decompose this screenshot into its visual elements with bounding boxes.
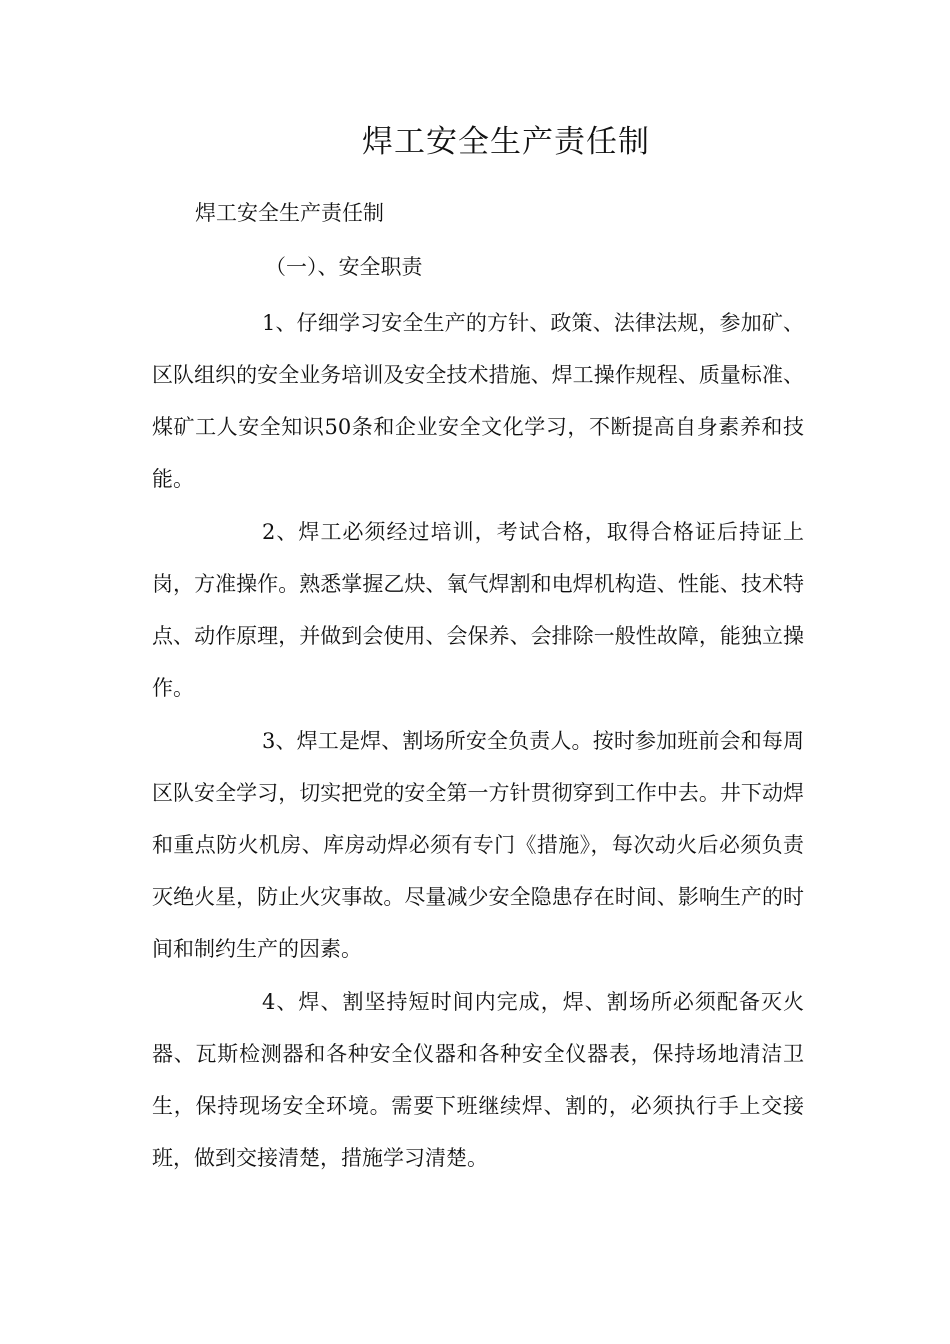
section-heading: （一）、安全职责 — [265, 255, 423, 279]
document-subtitle: 焊工安全生产责任制 — [195, 201, 384, 225]
document-body — [152, 297, 804, 1185]
paragraph-1: 1、仔细学习安全生产的方针、政策、法律法规，参加矿、区队组织的安全业务培训及安全技术措施、焊工操作规程、质量标准、煤矿工人安全知识50条和企业安全文化学习，不断提高自身素养和技能。 — [152, 311, 804, 491]
paragraph-3: 3、焊工是焊、割场所安全负责人。按时参加班前会和每周区队安全学习，切实把党的安全第一方针贯彻穿到工作中去。井下动焊和重点防火机房、库房动焊必须有专门《措施》，每次动火后必须负责灭绝火星，防止火灾事故。尽量减少安全隐患存在时间、影响生产的时间和制约生产的因素。 — [152, 729, 804, 961]
document-title: 焊工安全生产责任制 — [362, 124, 650, 160]
paragraph-2: 2、焊工必须经过培训，考试合格，取得合格证后持证上岗，方准操作。熟悉掌握乙炔、氧气焊割和电焊机构造、性能、技术特点、动作原理，并做到会使用、会保养、会排除一般性故障，能独立操作。 — [152, 520, 804, 700]
paragraph-4: 4、焊、割坚持短时间内完成，焊、割场所必须配备灭火器、瓦斯检测器和各种安全仪器和各种安全仪器表，保持场地清洁卫生，保持现场安全环境。需要下班继续焊、割的，必须执行手上交接班，做到交接清楚，措施学习清楚。 — [152, 990, 804, 1170]
